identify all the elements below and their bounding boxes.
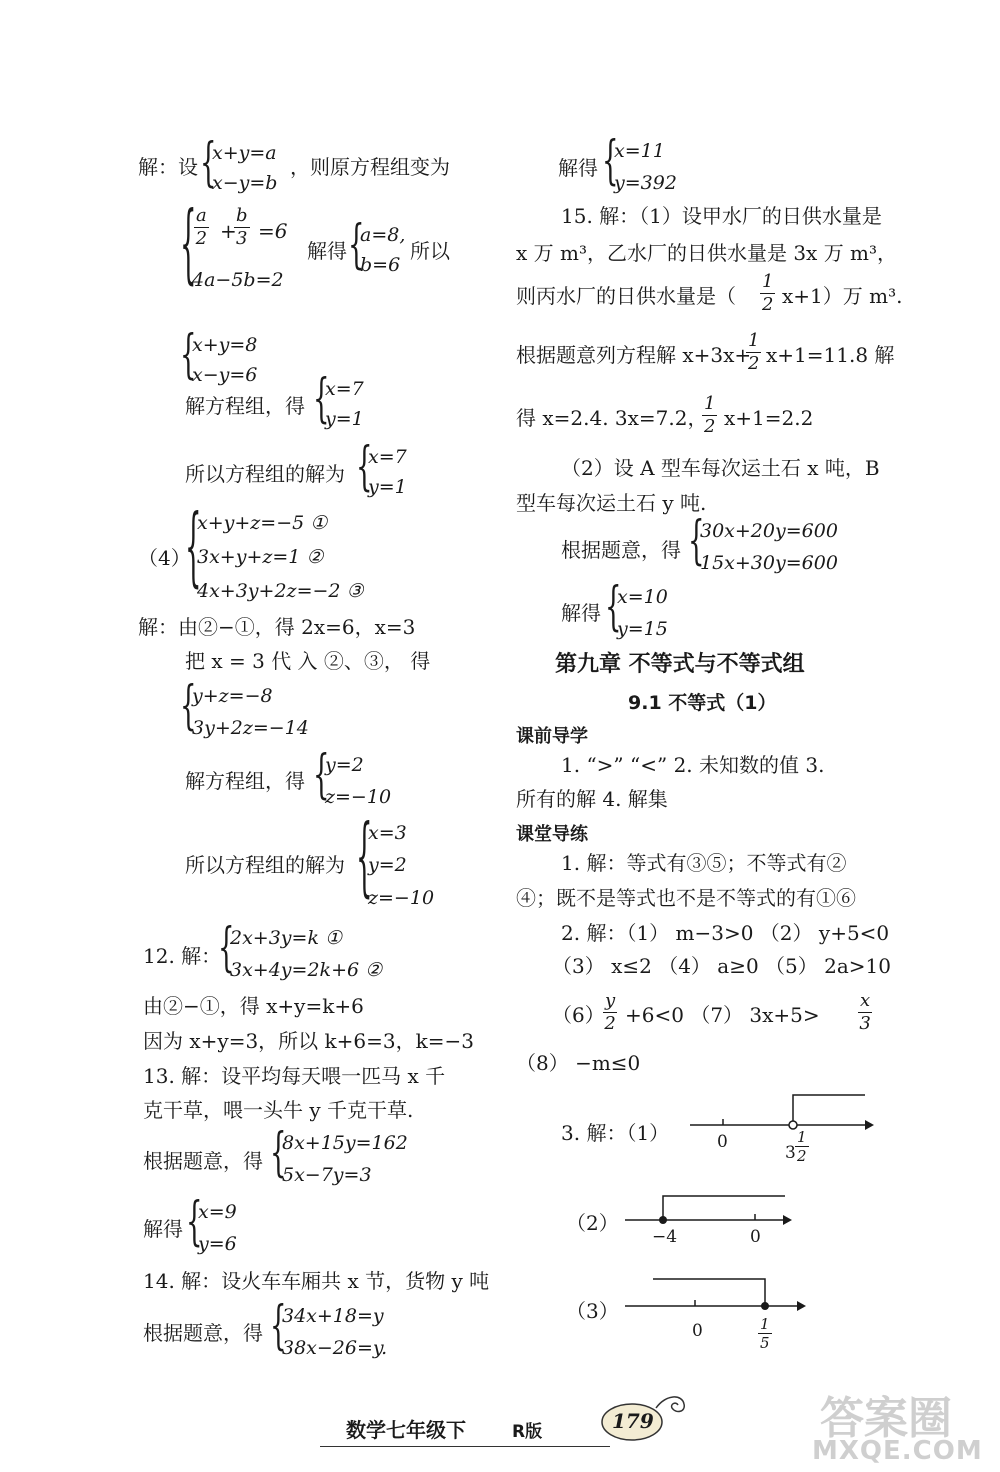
equation-row: x+y=a xyxy=(212,142,277,164)
brace: { xyxy=(313,746,330,806)
brace: { xyxy=(180,326,197,386)
text: x+1=11.8 解 xyxy=(766,343,895,367)
text: 解得 xyxy=(307,239,347,263)
equation-row: a=8, xyxy=(360,224,406,246)
text: 解得 xyxy=(558,156,598,180)
text: 13. 解：设平均每天喂一匹马 x 千 xyxy=(143,1064,446,1088)
solution-bracket xyxy=(663,1196,785,1220)
equation-row: y=392 xyxy=(614,172,677,194)
equation-row: y=6 xyxy=(198,1233,237,1255)
section-heading: 课堂导练 xyxy=(516,824,588,845)
text: 根据题意，得 xyxy=(561,538,681,562)
tick-label: 0 xyxy=(750,1227,761,1247)
equation-row: y+z=−8 xyxy=(192,685,273,707)
fraction: $\frac{1}{2}$ xyxy=(762,271,774,315)
equation-row: y=1 xyxy=(325,408,364,430)
equation-row: x=11 xyxy=(614,140,665,162)
text: x+1=2.2 xyxy=(724,406,814,430)
watermark-logo: 答案圈 xyxy=(820,1393,952,1444)
brace: { xyxy=(185,499,202,599)
equation-row: 38x−26=y. xyxy=(282,1337,388,1359)
equation-row: 4a−5b=2 xyxy=(192,269,284,291)
text: 解方程组，得 xyxy=(185,769,305,793)
text: 因为 x+y=3，所以 k+6=3，k=−3 xyxy=(143,1029,474,1053)
equation-row: x=7 xyxy=(325,378,364,400)
tick-label: 0 xyxy=(717,1132,728,1152)
brace: { xyxy=(270,1124,287,1184)
equation-row: x=3 xyxy=(368,822,407,844)
equation-row: 5x−7y=3 xyxy=(282,1164,372,1186)
section-heading: 课前导学 xyxy=(516,726,588,747)
solution-bracket xyxy=(793,1095,865,1125)
text-intro: 解：设 xyxy=(138,155,198,179)
text: +6<0 （7） 3x+5> xyxy=(625,1003,820,1027)
text: 解方程组，得 xyxy=(185,394,305,418)
filled-circle-icon xyxy=(659,1216,667,1224)
text: 根据题意列方程解 x+3x+ xyxy=(516,343,752,367)
arrow-head-icon xyxy=(783,1215,792,1225)
brace: { xyxy=(605,578,622,638)
text: （2）设 A 型车每次运土石 x 吨，B xyxy=(561,456,880,480)
text: 解得 xyxy=(561,601,601,625)
text: x+1）万 m³. xyxy=(782,284,903,308)
equation-row: y=2 xyxy=(325,754,364,776)
question-label: 12. 解： xyxy=(143,944,222,968)
brace: { xyxy=(200,134,217,194)
equation-row: x−y=6 xyxy=(192,364,258,386)
text: 2. 解：（1） m−3>0 （2） y+5<0 xyxy=(561,921,890,945)
text: 所以方程组的解为 xyxy=(185,462,345,486)
equation-row: 15x+30y=600 xyxy=(700,552,838,574)
text: 把 x = 3 代 入 ②、③， 得 xyxy=(185,649,431,673)
text: 克干草，喂一头牛 y 千克干草. xyxy=(143,1098,414,1122)
equation-row: x−y=b xyxy=(212,172,278,194)
number-line-2 xyxy=(625,1188,795,1233)
text: 14. 解：设火车车厢共 x 节，货物 y 吨 xyxy=(143,1269,490,1293)
text: 得 x=2.4. 3x=7.2， xyxy=(516,406,708,430)
equation-row: x=7 xyxy=(368,446,407,468)
text: 型车每次运土石 y 吨. xyxy=(516,491,707,515)
equation-row: x+y=8 xyxy=(192,334,258,356)
equation-row: x+y+z=−5 ① xyxy=(197,512,328,534)
tick-label: 3 xyxy=(785,1143,796,1163)
text: 所有的解 4. 解集 xyxy=(516,787,668,811)
footer-book-title: 数学七年级下 xyxy=(346,1418,466,1442)
brace: { xyxy=(688,512,705,572)
tick-label: 0 xyxy=(692,1321,703,1341)
number-line-3 xyxy=(625,1270,810,1315)
equation-row: y=15 xyxy=(617,618,668,640)
text: （3） xyxy=(566,1299,619,1323)
arrow-head-icon xyxy=(797,1301,806,1311)
text: 解：由②−①，得 2x=6，x=3 xyxy=(138,615,416,639)
fraction: $\frac{b}{3}$ xyxy=(236,205,248,249)
equation-row: 4x+3y+2z=−2 ③ xyxy=(197,580,364,602)
fraction: $\frac{1}{2}$ xyxy=(748,330,760,374)
brace: { xyxy=(270,1297,287,1357)
brace: { xyxy=(218,919,235,979)
text: ④；既不是等式也不是不等式的有①⑥ xyxy=(516,886,856,910)
arrow-head-icon xyxy=(865,1120,874,1130)
equation-row: x=10 xyxy=(617,586,668,608)
text: 解得 xyxy=(143,1217,183,1241)
equation-row: =6 xyxy=(258,219,288,243)
fraction: $\frac{y}{2}$ xyxy=(604,990,616,1034)
equation-row: 3x+y+z=1 ② xyxy=(197,546,324,568)
equation-row: 3y+2z=−14 xyxy=(192,717,309,739)
fraction: $\frac{a}{2}$ xyxy=(195,205,208,249)
equation-row: 2x+3y=k ① xyxy=(230,927,343,949)
plus-sign: + xyxy=(220,219,237,243)
watermark-url: MXQE.COM xyxy=(812,1436,983,1466)
equation-row: 34x+18=y xyxy=(282,1305,384,1327)
text: ，则原方程组变为 xyxy=(290,155,450,179)
text: 根据题意，得 xyxy=(143,1321,263,1345)
brace: { xyxy=(356,438,373,498)
section-title: 9.1 不等式（1） xyxy=(628,692,777,714)
tick-label: −4 xyxy=(652,1227,678,1247)
equation-row: 3x+4y=2k+6 ② xyxy=(230,959,383,981)
brace: { xyxy=(348,216,365,276)
text: （2） xyxy=(566,1211,619,1235)
text: x 万 m³，乙水厂的日供水量是 3x 万 m³， xyxy=(516,241,898,265)
equation-row: z=−10 xyxy=(368,887,435,909)
text: （8） −m≤0 xyxy=(516,1051,641,1075)
text: 15. 解：（1）设甲水厂的日供水量是 xyxy=(561,204,882,228)
brace: { xyxy=(602,132,619,192)
footer-edition: R版 xyxy=(512,1422,543,1442)
brace: { xyxy=(186,1193,203,1253)
text: 1. 解：等式有③⑤；不等式有② xyxy=(561,851,847,875)
brace: { xyxy=(313,370,330,430)
page-number: 179 xyxy=(612,1409,654,1433)
equation-row: y=1 xyxy=(368,476,407,498)
text: 所以方程组的解为 xyxy=(185,853,345,877)
fraction: $\frac{x}{3}$ xyxy=(859,990,871,1034)
text: 根据题意，得 xyxy=(143,1149,263,1173)
question-label: （4） xyxy=(138,546,191,570)
text: 由②−①，得 x+y=k+6 xyxy=(143,994,364,1018)
text: （6） xyxy=(552,1003,605,1027)
text: 3. 解：（1） xyxy=(561,1121,670,1145)
brace: { xyxy=(180,677,197,737)
equation-row: b=6 xyxy=(360,254,401,276)
brace: { xyxy=(180,196,197,296)
chapter-title: 第九章 不等式与不等式组 xyxy=(555,652,805,677)
text: 1. “>” “<” 2. 未知数的值 3. xyxy=(561,753,825,777)
text: 所以 xyxy=(410,239,450,263)
fraction: $\frac{1}{5}$ xyxy=(760,1315,770,1352)
fraction: $\frac{1}{2}$ xyxy=(704,393,716,437)
text: （3） x≤2 （4） a≥0 （5） 2a>10 xyxy=(552,954,891,978)
solution-bracket xyxy=(653,1279,765,1306)
equation-row: x=9 xyxy=(198,1201,237,1223)
equation-row: y=2 xyxy=(368,854,407,876)
filled-circle-icon xyxy=(761,1302,769,1310)
brace: { xyxy=(356,809,373,909)
equation-row: 8x+15y=162 xyxy=(282,1132,408,1154)
footer-rule xyxy=(320,1446,610,1447)
equation-row: 30x+20y=600 xyxy=(700,520,838,542)
equation-row: z=−10 xyxy=(325,786,392,808)
text: 则丙水厂的日供水量是（ xyxy=(516,284,736,308)
fraction: $\frac{1}{2}$ xyxy=(797,1128,807,1165)
